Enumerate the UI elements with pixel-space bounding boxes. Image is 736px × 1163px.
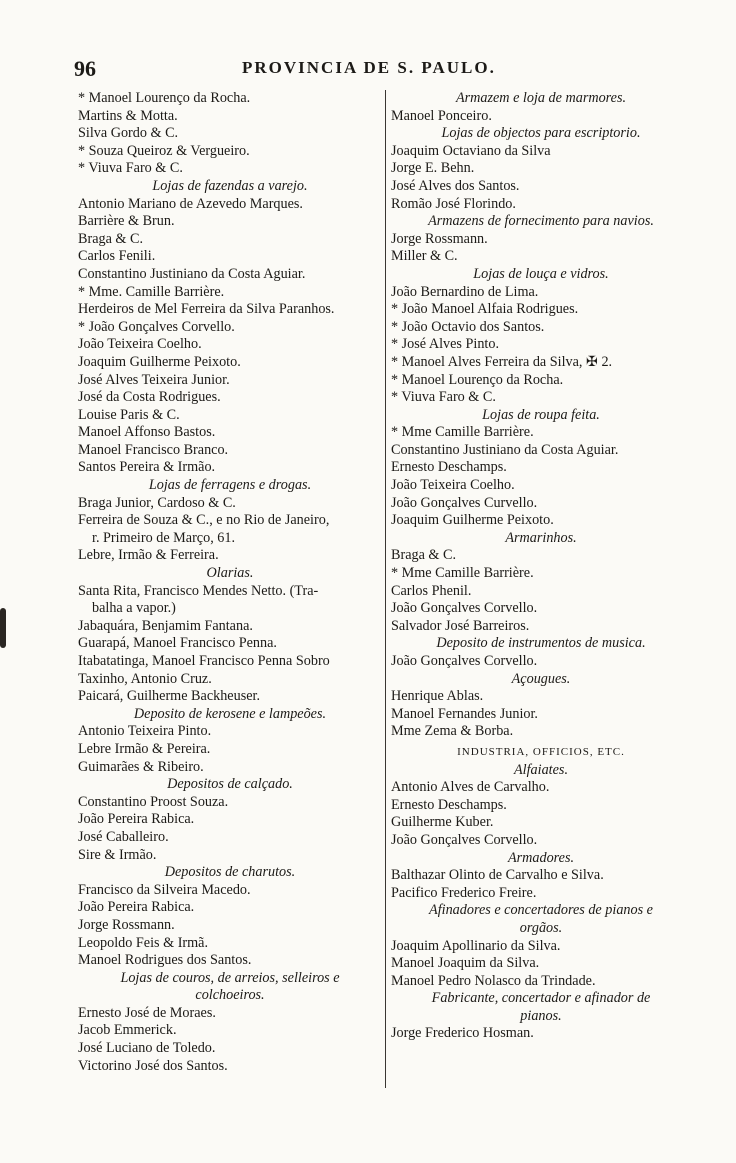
- category-heading: Lojas de objectos para escriptorio.: [441, 125, 641, 142]
- column-divider: [385, 90, 386, 1088]
- directory-entry: Itabatatinga, Manoel Francisco Penna Sobro: [78, 653, 330, 669]
- directory-entry: Braga & C.: [78, 230, 144, 247]
- directory-entry: Antonio Teixeira Pinto.: [78, 723, 212, 740]
- directory-entry: * João Manoel Alfaia Rodrigues.: [391, 301, 579, 318]
- directory-entry: Braga Junior, Cardoso & C.: [78, 494, 236, 511]
- directory-entry: Antonio Alves de Carvalho.: [391, 779, 550, 796]
- category-heading: Armadores.: [507, 849, 575, 866]
- directory-entry: Manoel Affonso Bastos.: [78, 424, 216, 441]
- directory-entry: * Mme. Camille Barrière.: [78, 283, 225, 300]
- directory-entry: José Alves dos Santos.: [391, 177, 520, 194]
- directory-entry: Carlos Fenili.: [78, 248, 156, 265]
- directory-entry: João Gonçalves Corvello.: [391, 831, 538, 848]
- directory-entry: Manoel Ponceiro.: [391, 107, 492, 124]
- directory-entry: João Gonçalves Corvello.: [391, 600, 538, 617]
- directory-entry: Guilherme Kuber.: [391, 814, 494, 831]
- category-heading: Lojas de ferragens e drogas.: [148, 477, 312, 494]
- directory-entry: Jorge Frederico Hosman.: [391, 1025, 534, 1042]
- category-heading: Lojas de roupa feita.: [482, 406, 600, 423]
- directory-entry: João Teixeira Coelho.: [78, 336, 202, 353]
- directory-entry: Carlos Phenil.: [391, 582, 472, 599]
- directory-entry: Lebre, Irmão & Ferreira.: [78, 547, 219, 564]
- directory-entry: Miller & C.: [391, 248, 458, 265]
- directory-entry: Louise Paris & C.: [78, 406, 180, 423]
- directory-entry: Manoel Joaquim da Silva.: [391, 955, 540, 972]
- directory-entry: Santos Pereira & Irmão.: [78, 459, 216, 476]
- directory-entry: Mme Zema & Borba.: [391, 723, 514, 740]
- directory-entry: * Souza Queiroz & Vergueiro.: [78, 142, 250, 159]
- directory-entry: * Manoel Lourenço da Rocha.: [78, 90, 251, 106]
- directory-entry: Ferreira de Souza & C., e no Rio de Janeiro,: [78, 512, 330, 529]
- category-heading: Lojas de fazendas a varejo.: [152, 177, 308, 194]
- directory-entry: * Manoel Lourenço da Rocha.: [391, 371, 564, 388]
- directory-entry: Manoel Pedro Nolasco da Trindade.: [391, 972, 596, 989]
- directory-entry: Martins & Motta.: [78, 107, 178, 124]
- directory-entry: Henrique Ablas.: [391, 688, 484, 705]
- directory-entry: Guarapá, Manoel Francisco Penna.: [78, 635, 277, 652]
- directory-entry: Ernesto Deschamps.: [391, 459, 507, 476]
- directory-entry: Jorge Rossmann.: [78, 916, 175, 933]
- directory-entry: Joaquim Apollinario da Silva.: [391, 937, 561, 954]
- directory-entry: * Mme Camille Barrière.: [391, 424, 534, 441]
- category-heading: Açougues.: [511, 670, 571, 687]
- directory-entry: João Bernardino de Lima.: [391, 283, 539, 300]
- category-heading: Deposito de instrumentos de musica.: [436, 635, 646, 652]
- category-heading: Depositos de charutos.: [164, 864, 296, 881]
- directory-entry: * João Gonçalves Corvello.: [78, 318, 235, 335]
- directory-entry: * Manoel Alves Ferreira da Silva, ✠ 2.: [391, 353, 613, 370]
- directory-entry: * Viuva Faro & C.: [78, 160, 183, 177]
- directory-entry: * José Alves Pinto.: [391, 336, 499, 353]
- category-heading: Depositos de calçado.: [167, 776, 293, 793]
- directory-entry: Joaquim Octaviano da Silva: [391, 142, 551, 159]
- category-heading: orgãos.: [519, 919, 563, 936]
- directory-entry: Manoel Francisco Branco.: [78, 441, 229, 458]
- directory-entry: Taxinho, Antonio Cruz.: [78, 670, 212, 687]
- directory-entry: Braga & C.: [391, 547, 457, 564]
- directory-entry: Paicará, Guilherme Backheuser.: [78, 688, 260, 705]
- directory-entry: Manoel Rodrigues dos Santos.: [78, 952, 252, 969]
- running-title: PROVINCIA DE S. PAULO.: [242, 58, 496, 77]
- directory-entry: Balthazar Olinto de Carvalho e Silva.: [391, 867, 604, 884]
- directory-entry: Francisco da Silveira Macedo.: [78, 881, 251, 898]
- category-heading: Deposito de kerosene e lampeões.: [133, 705, 327, 722]
- directory-entry: José Caballeiro.: [78, 828, 169, 845]
- entry-continuation: balha a vapor.): [92, 600, 176, 617]
- directory-entry: Pacifico Frederico Freire.: [391, 884, 537, 901]
- directory-entry: Ernesto José de Moraes.: [78, 1004, 216, 1021]
- directory-entry: José Luciano de Toledo.: [78, 1040, 216, 1057]
- directory-entry: Joaquim Guilherme Peixoto.: [391, 512, 554, 529]
- directory-entry: João Gonçalves Curvello.: [391, 494, 538, 511]
- directory-entry: Jorge E. Behn.: [391, 160, 475, 177]
- category-heading: Fabricante, concertador e afinador de: [431, 990, 651, 1007]
- directory-entry: Barrière & Brun.: [78, 213, 175, 230]
- directory-entry: José da Costa Rodrigues.: [78, 389, 221, 406]
- directory-entry: * Viuva Faro & C.: [391, 389, 496, 406]
- category-heading: Armazem e loja de marmores.: [455, 90, 627, 106]
- directory-entry: Lebre Irmão & Pereira.: [78, 740, 211, 757]
- directory-entry: João Pereira Rabica.: [78, 899, 195, 916]
- directory-entry: Leopoldo Feis & Irmã.: [78, 934, 209, 951]
- category-heading: colchoeiros.: [195, 987, 265, 1004]
- category-heading: Armarinhos.: [505, 529, 577, 546]
- directory-entry: Jacob Emmerick.: [78, 1022, 177, 1039]
- directory-entry: João Teixeira Coelho.: [391, 477, 515, 494]
- category-heading: pianos.: [520, 1007, 562, 1024]
- entry-continuation: r. Primeiro de Março, 61.: [92, 529, 236, 546]
- directory-entry: Constantino Proost Souza.: [78, 793, 229, 810]
- directory-entry: Jorge Rossmann.: [391, 230, 488, 247]
- category-heading: Alfaiates.: [514, 761, 568, 778]
- directory-entry: Victorino José dos Santos.: [78, 1057, 228, 1074]
- left-column: [78, 90, 382, 1075]
- directory-entry: Guimarães & Ribeiro.: [78, 758, 204, 775]
- directory-entry: * Mme Camille Barrière.: [391, 565, 534, 582]
- directory-entry: Jabaquára, Benjamim Fantana.: [78, 617, 253, 634]
- directory-entry: Sire & Irmão.: [78, 846, 157, 863]
- directory-entry: Constantino Justiniano da Costa Aguiar.: [391, 441, 619, 458]
- directory-entry: João Pereira Rabica.: [78, 811, 195, 828]
- category-heading: Olarias.: [206, 565, 254, 582]
- right-column: [391, 90, 691, 1043]
- directory-entry: Joaquim Guilherme Peixoto.: [78, 353, 241, 370]
- category-heading: Lojas de couros, de arreios, selleiros e: [120, 969, 340, 986]
- directory-entry: José Alves Teixeira Junior.: [78, 371, 230, 388]
- directory-entry: Silva Gordo & C.: [78, 125, 179, 142]
- binding-mark: [0, 608, 6, 648]
- directory-entry: Constantino Justiniano da Costa Aguiar.: [78, 265, 306, 282]
- directory-entry: Antonio Mariano de Azevedo Marques.: [78, 195, 303, 212]
- category-heading: Lojas de louça e vidros.: [473, 265, 609, 282]
- page-number: 96: [74, 56, 96, 81]
- directory-entry: João Gonçalves Corvello.: [391, 653, 538, 669]
- directory-entry: Manoel Fernandes Junior.: [391, 705, 538, 722]
- section-heading: INDUSTRIA, OFFICIOS, ETC.: [457, 745, 625, 758]
- directory-entry: Santa Rita, Francisco Mendes Netto. (Tra-: [78, 582, 319, 599]
- directory-entry: Ernesto Deschamps.: [391, 796, 507, 813]
- category-heading: Armazens de fornecimento para navios.: [428, 213, 654, 230]
- category-heading: Afinadores e concertadores de pianos e: [429, 902, 653, 919]
- directory-entry: * João Octavio dos Santos.: [391, 318, 545, 335]
- directory-entry: Romão José Florindo.: [391, 195, 516, 212]
- directory-entry: Salvador José Barreiros.: [391, 617, 530, 634]
- directory-entry: Herdeiros de Mel Ferreira da Silva Paranhos.: [78, 301, 335, 318]
